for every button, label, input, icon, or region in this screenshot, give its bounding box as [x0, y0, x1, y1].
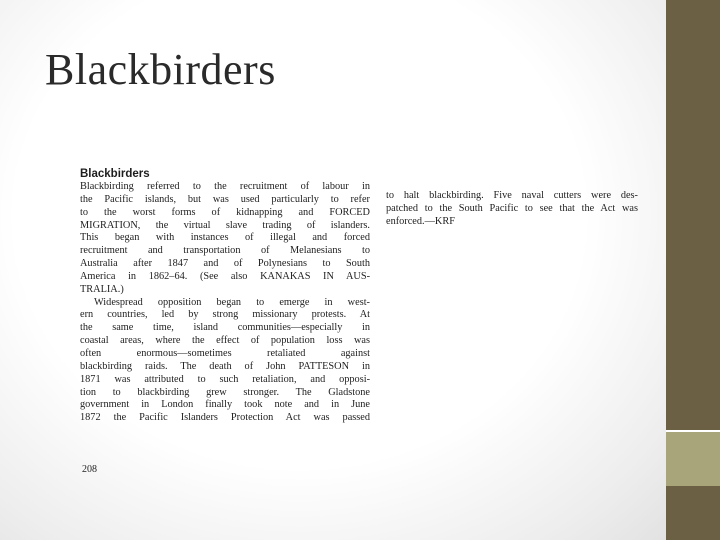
text-line: ern countries, led by strong missionary protests. At	[80, 309, 370, 321]
text-line: coastal areas, where the effect of population loss was	[80, 335, 370, 347]
text-line: to the worst forms of kidnapping and FORCED	[80, 206, 370, 218]
right-column	[386, 190, 638, 229]
text-line: TRALIA.)	[80, 283, 124, 295]
left-column	[80, 168, 370, 425]
text-line: to halt blackbirding. Five naval cutters were des-	[386, 190, 638, 201]
side-accent-bar	[666, 0, 720, 432]
slide-title: Blackbirders	[45, 45, 276, 94]
text-line: government in London finally took note and in June	[80, 399, 370, 411]
text-line: This began with instances of illegal and forced	[80, 232, 370, 244]
text-line: recruitment and transportation of Melanesians to	[80, 245, 370, 257]
page-number: 208	[82, 464, 97, 475]
text-line: often enormous—sometimes retaliated against	[80, 347, 370, 359]
entry-heading: Blackbirders	[80, 168, 150, 180]
text-line: 1872 the Pacific Islanders Protection Act was passed	[80, 412, 370, 424]
text-line: America in 1862–64. (See also KANAKAS IN AUS-	[80, 270, 370, 282]
text-line: blackbirding raids. The death of John PATTESON in	[80, 360, 370, 372]
text-line: MIGRATION, the virtual slave trading of islanders.	[80, 219, 370, 231]
text-line: 1871 was attributed to such retaliation, and opposi-	[80, 373, 370, 385]
side-accent-block	[666, 432, 720, 486]
text-line: patched to the South Pacific to see that the Act was	[386, 202, 638, 214]
text-line: tion to blackbirding grew stronger. The Gladstone	[80, 386, 370, 398]
text-line: Widespread opposition began to emerge in west-	[94, 296, 370, 308]
text-line: the Pacific islands, but was used particularly to refer	[80, 193, 370, 205]
text-line: Blackbirding referred to the recruitment of labour in	[80, 181, 370, 192]
text-line: enforced.—KRF	[386, 215, 455, 227]
text-line: the same time, island communities—especially in	[80, 322, 370, 334]
text-line: Australia after 1847 and of Polynesians to South	[80, 258, 370, 270]
scanned-page-excerpt	[72, 158, 642, 488]
side-accent-bottom	[666, 486, 720, 540]
